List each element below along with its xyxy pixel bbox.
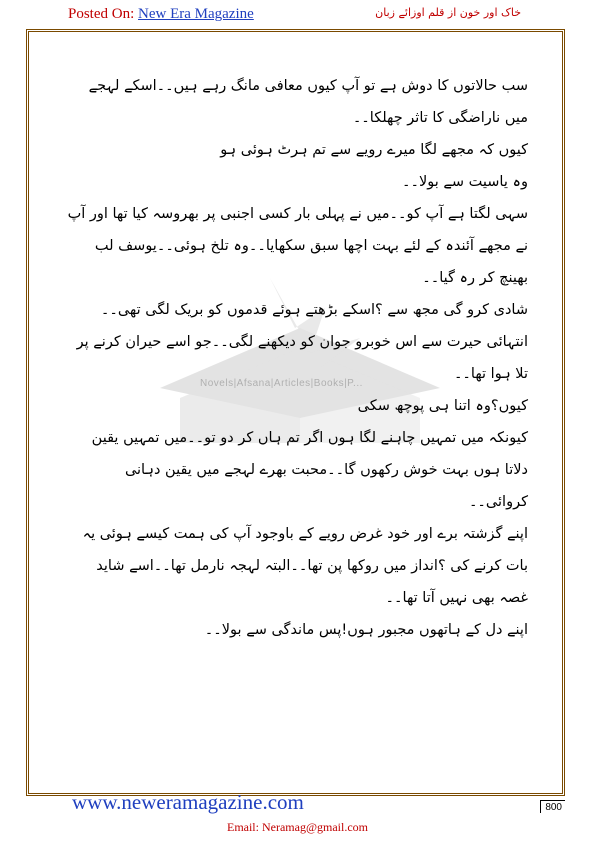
header-posted-on xyxy=(68,6,254,23)
paragraph: سب حالاتوں کا دوش ہے تو آپ کیوں معافی مانگ رہے ہیں۔۔اسکے لہجے میں ناراضگی کا تاثر چھلکا۔۔ xyxy=(88,78,528,126)
page-number: 800 xyxy=(540,800,565,813)
paragraph: اپنے گزشتہ برے اور خود غرض رویے کے باوجود آپ کی ہمت کیسے ہوئی یہ بات کرنے کی ؟انداز میں روکھا پن تھا۔۔البتہ لہجہ نارمل تھا۔۔اسے شاید غصہ بھی نہیں آتا تھا۔۔ xyxy=(82,526,528,606)
paragraph: شادی کرو گی مجھ سے ؟اسکے بڑھتے ہوئے قدموں کو بریک لگی تھی۔۔انتہائی حیرت سے اس خوبرو جوان کو دیکھنے لگی۔۔جو اسے حیران کرنے پر تلا ہوا تھا۔۔ xyxy=(76,302,528,382)
paragraph: وہ یاسیت سے بولا۔۔ xyxy=(402,174,528,190)
paragraph: کیوں؟وہ اتنا ہی پوچھ سکی xyxy=(357,398,528,414)
paragraph: سہی لگتا ہے آپ کو۔۔میں نے پہلی بار کسی اجنبی پر بھروسہ کیا تھا اور آپ نے مجھے آئندہ کے لئے بہت اچھا سبق سکھایا۔۔وہ تلخ ہوئی۔۔یوسف لب بھینچ کر رہ گیا۔۔ xyxy=(67,206,528,286)
story-title: خاک اور خون از قلم اوزائے زبان xyxy=(375,6,521,19)
posted-on-label: Posted On: xyxy=(68,6,135,22)
paragraph: کیونکہ میں تمہیں چاہنے لگا ہوں اگر تم ہاں کر دو تو۔۔میں تمہیں یقین دلاتا ہوں بہت خوش رکھوں گا۔۔محبت بھرے لہجے میں یقین دہانی کروائی۔۔ xyxy=(91,430,528,510)
paragraph: اپنے دل کے ہاتھوں مجبور ہوں!پس ماندگی سے بولا۔۔ xyxy=(204,622,528,638)
watermark-text: Novels|Afsana|Articles|Books|P... xyxy=(200,378,363,389)
magazine-link[interactable]: New Era Magazine xyxy=(138,6,254,22)
contact-email: Email: Neramag@gmail.com xyxy=(226,820,368,834)
website-link[interactable]: www.neweramagazine.com xyxy=(72,790,304,814)
story-body xyxy=(66,70,528,646)
paragraph: کیوں کہ مجھے لگا میرے رویے سے تم ہرٹ ہوئی ہو xyxy=(220,142,528,158)
